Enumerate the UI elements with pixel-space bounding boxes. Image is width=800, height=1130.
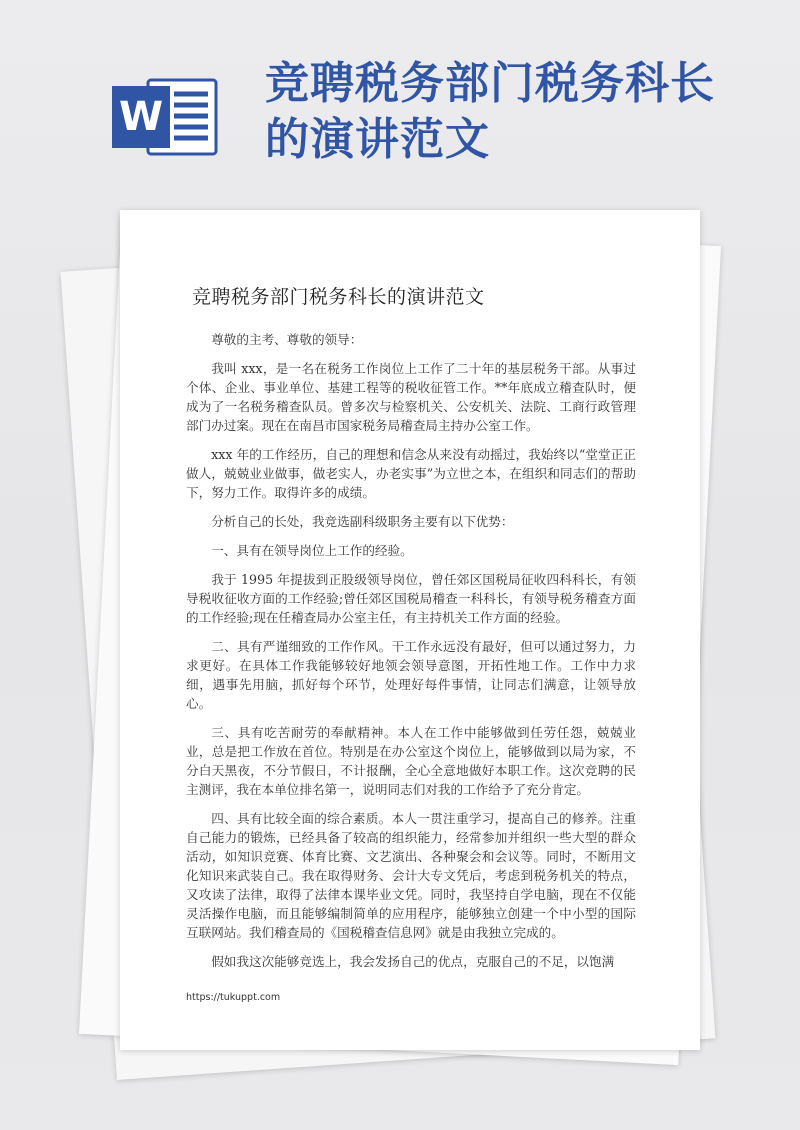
paragraph: 我于 1995 年提拔到正股级领导岗位，曾任郊区国税局征收四科科长，有领导税收征收方面的工作经验;曾任郊区国税局稽查一科科长，有领导税务稽查方面的工作经验;现在任稽查局办公室主任，有主持机关工作方面的经验。 xyxy=(186,572,636,625)
paragraph: xxx 年的工作经历，自己的理想和信念从来没有动摇过，我始终以“堂堂正正做人，兢兢业业做事，做老实人，办老实事”为立世之本，在组织和同志们的帮助下，努力工作。取得许多的成绩。 xyxy=(186,447,636,500)
paragraph: 假如我这次能够竞选上，我会发扬自己的优点，克服自己的不足，以饱满 xyxy=(211,954,615,969)
paragraph: 二、具有严谨细致的工作作风。干工作永远没有最好，但可以通过努力，力求更好。在具体工作我能够较好地领会领导意图，开拓性地工作。工作中力求细，遇事先用脑，抓好每个环节，处理好每件事情，让同志们满意，让领导放心。 xyxy=(186,639,636,711)
word-logo-letter: W xyxy=(118,94,164,140)
paragraph: 尊敬的主考、尊敬的领导： xyxy=(211,332,363,347)
document-title: 竞聘税务部门税务科长的演讲范文 xyxy=(192,286,485,308)
page-title-line-2: 的演讲范文 xyxy=(265,114,490,165)
paragraph: 一、具有在领导岗位上工作的经验。 xyxy=(211,543,413,558)
page-title xyxy=(265,56,785,168)
paragraph: 三、具有吃苦耐劳的奉献精神。本人在工作中能够做到任劳任怨，兢兢业业，总是把工作放在首位。特别是在办公室这个岗位上，能够做到以局为家，不分白天黑夜，不分节假日，不计报酬，全心全意地做好本职工作。这次竞聘的民主测评，我在本单位排名第一，说明同志们对我的工作给予了充分肯定。 xyxy=(186,725,636,797)
word-document-icon xyxy=(110,72,230,162)
paragraph: 分析自己的长处，我竞选副科级职务主要有以下优势： xyxy=(211,514,514,529)
document-page xyxy=(120,210,700,1050)
page-title-line-1: 竞聘税务部门税务科长 xyxy=(265,58,715,109)
paragraph: 我叫 xxx，是一名在税务工作岗位上工作了二十年的基层税务干部。从事过个体、企业、事业单位、基建工程等的税收征管工作。**年底成立稽查队时，便成为了一名税务稽查队员。曾多次与检察机关、公安机关、法院、工商行政管理部门办过案。现在在南昌市国家税务局稽查局主持办公室工作。 xyxy=(186,361,636,433)
document-body xyxy=(186,330,636,981)
source-url: https://tukuppt.com xyxy=(186,992,281,1003)
paragraph: 四、具有比较全面的综合素质。本人一贯注重学习，提高自己的修养。注重自己能力的锻炼，已经具备了较高的组织能力，经常参加并组织一些大型的群众活动，如知识竞赛、体育比赛、文艺演出、各种聚会和会议等。同时，不断用文化知识来武装自己。我在取得财务、会计大专文凭后，考虑到税务机关的特点，又攻读了法律，取得了法律本课毕业文凭。同时，我坚持自学电脑，现在不仅能灵活操作电脑，而且能够编制简单的应用程序，能够独立创建一个中小型的国际互联网站。我们稽查局的《国税稽查信息网》就是由我独立完成的。 xyxy=(186,811,636,940)
